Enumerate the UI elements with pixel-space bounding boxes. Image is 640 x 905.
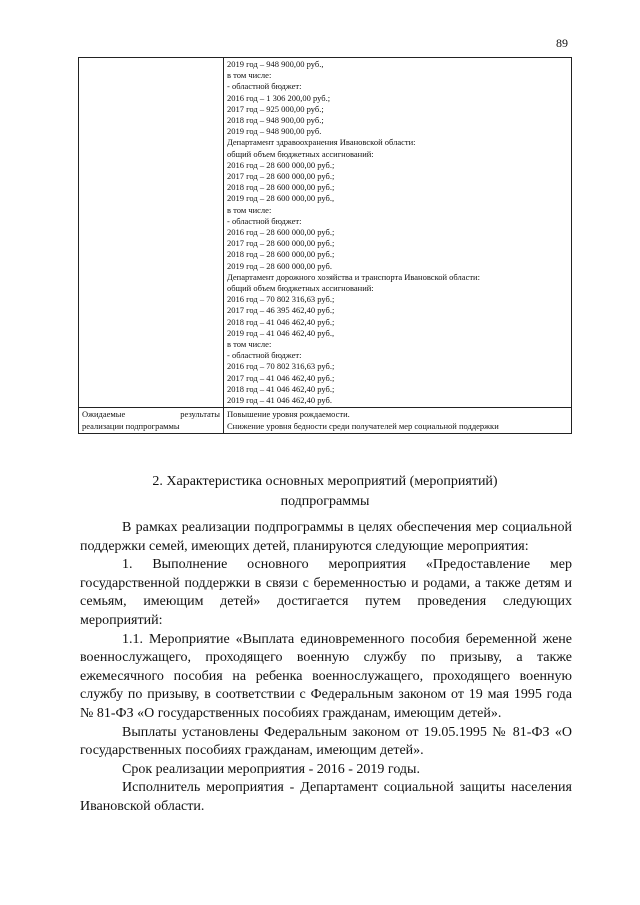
funding-lines xyxy=(227,59,568,406)
funding-line: 2017 год – 46 395 462,40 руб.; xyxy=(227,305,335,316)
funding-row xyxy=(79,58,572,408)
subprogram-passport-table xyxy=(78,57,572,434)
funding-line: в том числе: xyxy=(227,70,272,81)
section-heading xyxy=(78,472,572,512)
funding-line: 2019 год – 41 046 462,40 руб. xyxy=(227,395,332,406)
paragraph: В рамках реализации подпрограммы в целях обеспечения мер социальной поддержки семей, имеющих детей, планируются следующие мероприятия: xyxy=(80,520,572,554)
funding-line: в том числе: xyxy=(227,339,272,350)
funding-line: - областной бюджет: xyxy=(227,215,302,226)
funding-line: в том числе: xyxy=(227,204,272,215)
results-label-line: реализации подпрограммы xyxy=(82,420,180,431)
funding-line: 2018 год – 948 900,00 руб.; xyxy=(227,115,324,126)
paragraph: Выплаты установлены Федеральным законом от 19.05.1995 № 81-ФЗ «О государственных пособиях гражданам, имеющим детей». xyxy=(80,724,572,759)
results-row xyxy=(79,408,572,433)
funding-line: - областной бюджет: xyxy=(227,350,302,361)
section-heading-line: 2. Характеристика основных мероприятий (мероприятий) xyxy=(152,474,498,489)
funding-line: 2019 год – 41 046 462,40 руб., xyxy=(227,327,335,338)
funding-line: 2016 год – 70 802 316,63 руб.; xyxy=(227,294,335,305)
funding-line: 2019 год – 948 900,00 руб. xyxy=(227,126,322,137)
body-text xyxy=(80,519,572,817)
funding-line: Департамент здравоохранения Ивановской области: xyxy=(227,137,416,148)
paragraph: Исполнитель мероприятия - Департамент социальной защиты населения Ивановской области. xyxy=(80,780,572,814)
results-line: Снижение уровня бедности среди получателей мер социальной поддержки xyxy=(227,420,499,431)
funding-line: 2017 год – 925 000,00 руб.; xyxy=(227,103,324,114)
funding-line: 2017 год – 28 600 000,00 руб.; xyxy=(227,238,335,249)
results-cell xyxy=(224,408,572,433)
funding-line: 2016 год – 28 600 000,00 руб.; xyxy=(227,227,335,238)
funding-line: Департамент дорожного хозяйства и транспорта Ивановской области: xyxy=(227,271,480,282)
funding-line: общий объем бюджетных ассигнований: xyxy=(227,283,374,294)
paragraph: 1.1. Мероприятие «Выплата единовременного пособия беременной жене военнослужащего, проходящего военную службу по призыву, а также ежемесячного пособия на ребенка военнослужащего, проходящего военную службу по призыву, в соответствии с Федеральным законом от 19 мая 1995 года № 81-ФЗ «О государственных пособиях гражданам, имеющим детей». xyxy=(80,631,572,721)
paragraph: 1. Выполнение основного мероприятия «Предоставление мер государственной поддержки в связи с беременностью и родами, а также детям и семьям, имеющим детей» достигается путем проведения следующих мероприятий: xyxy=(80,557,572,628)
funding-line: 2019 год – 28 600 000,00 руб. xyxy=(227,260,332,271)
funding-line: 2018 год – 41 046 462,40 руб.; xyxy=(227,316,335,327)
results-label-line: Ожидаемые результаты xyxy=(82,409,220,420)
funding-line: 2019 год – 28 600 000,00 руб., xyxy=(227,193,335,204)
funding-line: 2017 год – 28 600 000,00 руб.; xyxy=(227,171,335,182)
results-label-cell xyxy=(79,408,224,433)
funding-line: общий объем бюджетных ассигнований: xyxy=(227,148,374,159)
funding-line: 2018 год – 41 046 462,40 руб.; xyxy=(227,383,335,394)
page-number: 89 xyxy=(556,36,568,50)
funding-line: 2016 год – 70 802 316,63 руб.; xyxy=(227,361,335,372)
funding-volume-cell xyxy=(224,58,572,408)
funding-line: 2016 год – 28 600 000,00 руб.; xyxy=(227,159,335,170)
funding-line: 2018 год – 28 600 000,00 руб.; xyxy=(227,249,335,260)
funding-label-cell xyxy=(79,58,224,408)
funding-line: - областной бюджет: xyxy=(227,81,302,92)
funding-line: 2017 год – 41 046 462,40 руб.; xyxy=(227,372,335,383)
section-heading-line: подпрограммы xyxy=(280,494,370,509)
funding-line: 2018 год – 28 600 000,00 руб.; xyxy=(227,182,335,193)
paragraph: Срок реализации мероприятия - 2016 - 2019 годы. xyxy=(122,761,420,777)
funding-line: 2016 год – 1 306 200,00 руб.; xyxy=(227,92,331,103)
results-line: Повышение уровня рождаемости. xyxy=(227,409,350,420)
funding-line: 2019 год – 948 900,00 руб., xyxy=(227,59,324,69)
